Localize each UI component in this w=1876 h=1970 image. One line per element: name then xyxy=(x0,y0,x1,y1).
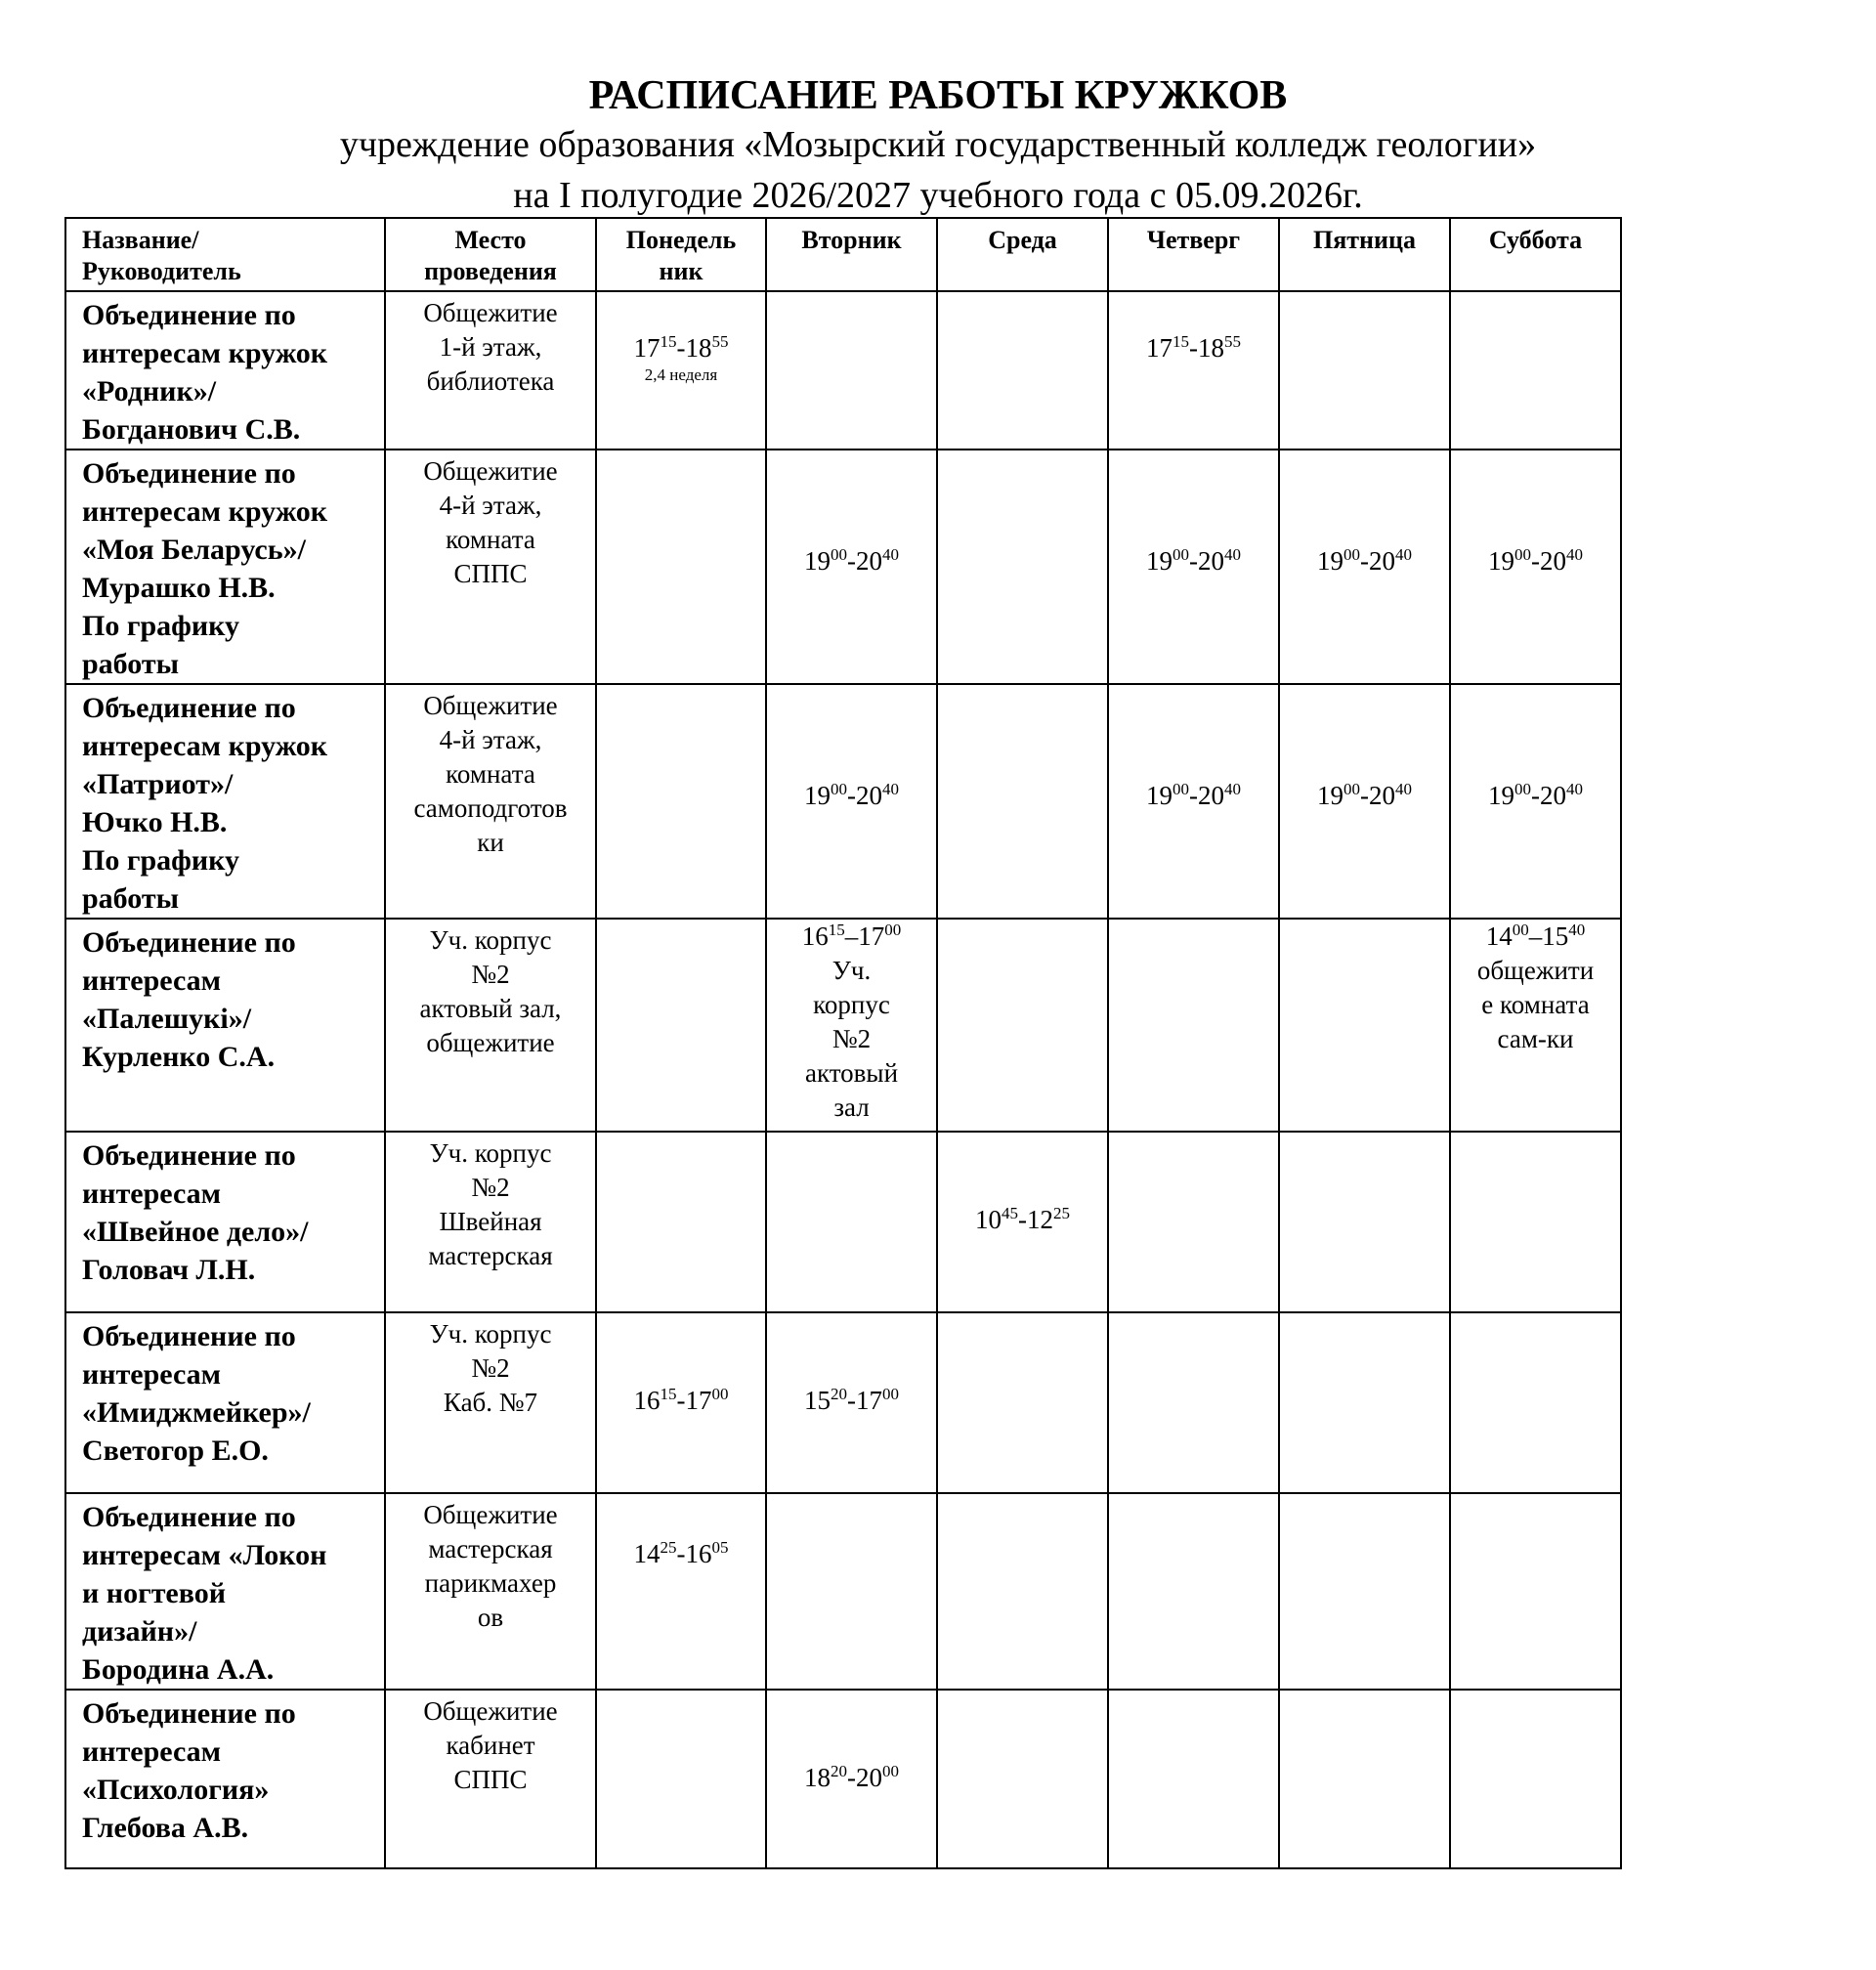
start-minute: 00 xyxy=(1512,921,1529,939)
place-cell xyxy=(385,1493,596,1690)
club-name-line: интересам xyxy=(82,1358,222,1391)
club-name-line: интересам кружок xyxy=(82,730,328,762)
header-thursday: Четверг xyxy=(1108,218,1279,291)
time-cell-fri xyxy=(1279,291,1450,450)
start-hour: 17 xyxy=(1146,333,1172,363)
schedule-body xyxy=(65,291,1621,1868)
club-name-line: интересам кружок xyxy=(82,495,328,528)
club-name-line: интересам xyxy=(82,1735,222,1768)
end-minute: 40 xyxy=(1566,780,1583,798)
club-name-line: «Моя Беларусь»/ xyxy=(82,534,306,566)
end-hour: 20 xyxy=(1540,781,1566,810)
header-monday xyxy=(596,218,766,291)
end-minute: 40 xyxy=(1224,545,1241,564)
place-line: парикмахер xyxy=(424,1568,557,1598)
end-hour: 18 xyxy=(685,333,712,363)
end-minute: 40 xyxy=(1566,545,1583,564)
place-line: мастерская xyxy=(428,1241,553,1270)
header-name-leader xyxy=(65,218,385,291)
club-name-line: Курленко С.А. xyxy=(82,1041,276,1073)
club-name-line: интересам xyxy=(82,1178,222,1210)
club-name-line: По графику xyxy=(82,610,240,642)
time-cell-tue xyxy=(766,1690,937,1868)
club-name-line: дизайн»/ xyxy=(82,1615,197,1648)
club-name-line: и ногтевой xyxy=(82,1577,227,1609)
time-cell-tue xyxy=(766,1493,937,1690)
header-line: Название/ xyxy=(82,226,199,254)
place-line: Уч. корпус xyxy=(429,1138,552,1168)
end-minute: 40 xyxy=(882,545,899,564)
time-cell-thu xyxy=(1108,1312,1279,1493)
start-hour: 19 xyxy=(804,546,831,576)
table-row xyxy=(65,1132,1621,1312)
place-cell xyxy=(385,684,596,919)
club-name-line: Головач Л.Н. xyxy=(82,1254,256,1286)
time-cell-sat xyxy=(1450,291,1621,450)
table-row xyxy=(65,684,1621,919)
document-subtitle-institution: учреждение образования «Мозырский государственный колледж геологии» xyxy=(339,124,1537,165)
place-line: СППС xyxy=(453,1765,528,1794)
place-line: ки xyxy=(477,828,504,857)
time-location-line: сам-ки xyxy=(1497,1024,1574,1053)
table-row xyxy=(65,1690,1621,1868)
end-minute: 40 xyxy=(1224,780,1241,798)
start-minute: 45 xyxy=(1002,1204,1018,1222)
time-range xyxy=(597,331,765,365)
time-separator: - xyxy=(1360,781,1369,810)
time-cell-thu xyxy=(1108,1493,1279,1690)
time-location-line: общежити xyxy=(1476,956,1595,985)
end-hour: 20 xyxy=(1369,781,1395,810)
place-line: 4-й этаж, xyxy=(439,491,542,520)
club-name-line: Объединение по xyxy=(82,1697,296,1730)
place-line: Общежитие xyxy=(423,456,558,486)
time-cell-wed xyxy=(937,450,1108,684)
end-hour: 17 xyxy=(856,1386,882,1415)
place-line: Каб. №7 xyxy=(443,1388,538,1417)
end-minute: 40 xyxy=(1395,545,1412,564)
start-hour: 14 xyxy=(633,1539,661,1568)
schedule-table xyxy=(64,217,1622,1869)
table-row xyxy=(65,291,1621,450)
header-saturday: Суббота xyxy=(1450,218,1621,291)
time-cell-thu xyxy=(1108,1690,1279,1868)
club-name-line: «Психология» xyxy=(82,1774,270,1806)
end-minute: 00 xyxy=(882,1385,899,1403)
time-location-line: актовый xyxy=(804,1058,899,1088)
end-minute: 05 xyxy=(711,1538,729,1557)
time-range xyxy=(1280,544,1449,578)
club-name-line: «Палешукі»/ xyxy=(82,1003,252,1035)
place-line: 4-й этаж, xyxy=(439,725,542,754)
time-range xyxy=(767,1384,936,1418)
end-hour: 16 xyxy=(685,1539,712,1568)
end-hour: 18 xyxy=(1198,333,1224,363)
time-range xyxy=(767,1761,936,1795)
place-cell xyxy=(385,1312,596,1493)
club-name-leader-cell xyxy=(65,1132,385,1312)
end-hour: 20 xyxy=(856,781,882,810)
place-line: №2 xyxy=(471,960,510,989)
place-line: кабинет xyxy=(446,1731,535,1760)
time-cell-tue xyxy=(766,684,937,919)
end-minute: 00 xyxy=(882,1762,899,1780)
time-cell-mon xyxy=(596,919,766,1132)
start-minute: 00 xyxy=(1172,780,1189,798)
time-note: 2,4 неделя xyxy=(644,365,718,384)
start-hour: 19 xyxy=(1488,781,1514,810)
time-cell-fri xyxy=(1279,919,1450,1132)
place-line: Общежитие xyxy=(423,1500,558,1529)
club-name-line: Ючко Н.В. xyxy=(82,806,228,838)
end-minute: 40 xyxy=(882,780,899,798)
time-cell-fri xyxy=(1279,1312,1450,1493)
time-cell-tue xyxy=(766,919,937,1132)
club-name-line: Объединение по xyxy=(82,692,296,724)
end-hour: 17 xyxy=(685,1386,712,1415)
end-minute: 25 xyxy=(1053,1204,1070,1222)
place-cell xyxy=(385,1690,596,1868)
header-tuesday: Вторник xyxy=(766,218,937,291)
time-cell-sat xyxy=(1450,919,1621,1132)
time-range xyxy=(1451,779,1620,813)
start-hour: 14 xyxy=(1485,921,1513,951)
start-hour: 19 xyxy=(1146,781,1172,810)
time-separator: - xyxy=(676,333,686,363)
header-line: проведения xyxy=(424,257,557,285)
end-hour: 20 xyxy=(1369,546,1395,576)
place-line: комната xyxy=(446,759,535,789)
time-location-line: е комната xyxy=(1481,990,1590,1019)
start-hour: 17 xyxy=(633,333,661,363)
time-range xyxy=(1109,779,1278,813)
time-cell-fri xyxy=(1279,450,1450,684)
time-cell-wed xyxy=(937,291,1108,450)
time-cell-thu xyxy=(1108,684,1279,919)
start-minute: 15 xyxy=(1172,332,1189,351)
start-minute: 00 xyxy=(1514,780,1531,798)
start-minute: 00 xyxy=(1172,545,1189,564)
time-cell-tue xyxy=(766,291,937,450)
start-minute: 20 xyxy=(831,1762,847,1780)
time-range xyxy=(767,544,936,578)
place-line: общежитие xyxy=(426,1028,555,1057)
start-hour: 19 xyxy=(804,781,831,810)
start-minute: 00 xyxy=(831,545,847,564)
start-hour: 19 xyxy=(1146,546,1172,576)
time-location-line: корпус xyxy=(813,990,890,1019)
time-separator: - xyxy=(676,1539,686,1568)
place-line: мастерская xyxy=(428,1534,553,1563)
end-hour: 15 xyxy=(1542,921,1569,951)
time-separator: – xyxy=(844,921,859,951)
time-cell-wed xyxy=(937,1312,1108,1493)
table-row xyxy=(65,450,1621,684)
club-name-line: работы xyxy=(82,648,180,680)
club-name-line: Объединение по xyxy=(82,1320,296,1352)
time-cell-wed xyxy=(937,1132,1108,1312)
place-cell xyxy=(385,919,596,1132)
club-name-leader-cell xyxy=(65,919,385,1132)
club-name-line: «Швейное дело»/ xyxy=(82,1216,309,1248)
club-name-line: Объединение по xyxy=(82,1139,296,1172)
start-minute: 15 xyxy=(660,332,677,351)
place-line: СППС xyxy=(453,559,528,588)
start-minute: 25 xyxy=(660,1538,677,1557)
start-hour: 19 xyxy=(1317,546,1343,576)
time-cell-sat xyxy=(1450,1132,1621,1312)
end-minute: 55 xyxy=(1224,332,1241,351)
time-cell-thu xyxy=(1108,450,1279,684)
time-separator: - xyxy=(1189,546,1198,576)
time-cell-thu xyxy=(1108,1132,1279,1312)
club-name-line: Объединение по xyxy=(82,457,296,490)
time-separator: - xyxy=(847,1386,856,1415)
table-header-row xyxy=(65,218,1621,291)
start-minute: 00 xyxy=(1514,545,1531,564)
time-separator: - xyxy=(1189,333,1198,363)
start-hour: 15 xyxy=(804,1386,831,1415)
time-cell-sat xyxy=(1450,1493,1621,1690)
time-cell-sat xyxy=(1450,1690,1621,1868)
header-line: Понедель xyxy=(625,226,737,254)
place-line: самоподготов xyxy=(413,793,568,823)
club-name-line: Бородина А.А. xyxy=(82,1653,275,1686)
time-cell-wed xyxy=(937,1690,1108,1868)
end-minute: 40 xyxy=(1395,780,1412,798)
place-line: 1-й этаж, xyxy=(439,332,542,362)
time-separator: - xyxy=(847,1763,856,1792)
table-row xyxy=(65,919,1621,1132)
start-hour: 10 xyxy=(975,1205,1002,1234)
time-range xyxy=(938,1203,1107,1237)
time-location-line: зал xyxy=(833,1092,870,1122)
place-line: ов xyxy=(477,1603,504,1632)
time-range xyxy=(1451,544,1620,578)
time-cell-fri xyxy=(1279,1493,1450,1690)
place-line: актовый зал, xyxy=(419,994,562,1023)
place-line: Уч. корпус xyxy=(429,925,552,955)
club-name-leader-cell xyxy=(65,684,385,919)
club-name-line: По графику xyxy=(82,844,240,877)
time-cell-sat xyxy=(1450,684,1621,919)
club-name-leader-cell xyxy=(65,291,385,450)
place-line: Уч. корпус xyxy=(429,1319,552,1349)
time-separator: - xyxy=(1531,546,1540,576)
start-minute: 15 xyxy=(828,921,845,939)
time-cell-sat xyxy=(1450,1312,1621,1493)
document-title: РАСПИСАНИЕ РАБОТЫ КРУЖКОВ xyxy=(588,73,1288,118)
time-cell-wed xyxy=(937,684,1108,919)
end-minute: 00 xyxy=(711,1385,729,1403)
end-hour: 20 xyxy=(1198,546,1224,576)
place-cell xyxy=(385,450,596,684)
time-cell-mon xyxy=(596,1312,766,1493)
club-name-line: Глебова А.В. xyxy=(82,1812,249,1844)
club-name-line: «Родник»/ xyxy=(82,375,217,407)
header-line: Место xyxy=(454,226,527,254)
document-subtitle-period: на I полугодие 2026/2027 учебного года с 05.09.2026г. xyxy=(513,175,1363,216)
start-minute: 20 xyxy=(831,1385,847,1403)
time-range xyxy=(1109,331,1278,365)
time-range xyxy=(767,920,936,954)
club-name-line: «Имиджмейкер»/ xyxy=(82,1396,311,1429)
time-cell-tue xyxy=(766,1312,937,1493)
end-minute: 00 xyxy=(884,921,902,939)
place-line: Швейная xyxy=(439,1207,542,1236)
place-cell xyxy=(385,291,596,450)
club-name-line: Богданович С.В. xyxy=(82,413,301,446)
time-separator: - xyxy=(676,1386,686,1415)
club-name-line: Объединение по xyxy=(82,926,296,959)
header-place xyxy=(385,218,596,291)
club-name-line: интересам «Локон xyxy=(82,1539,327,1571)
time-cell-tue xyxy=(766,1132,937,1312)
time-range xyxy=(1451,920,1620,954)
start-minute: 15 xyxy=(660,1385,677,1403)
time-cell-tue xyxy=(766,450,937,684)
place-line: №2 xyxy=(471,1353,510,1383)
header-friday: Пятница xyxy=(1279,218,1450,291)
time-range xyxy=(597,1384,765,1418)
place-line: Общежитие xyxy=(423,1696,558,1726)
club-name-line: «Патриот»/ xyxy=(82,768,234,800)
time-cell-mon xyxy=(596,450,766,684)
end-hour: 20 xyxy=(1540,546,1566,576)
start-minute: 00 xyxy=(1343,780,1360,798)
time-cell-mon xyxy=(596,1132,766,1312)
time-range xyxy=(1280,779,1449,813)
time-cell-mon xyxy=(596,1690,766,1868)
place-line: №2 xyxy=(471,1173,510,1202)
time-location-line: №2 xyxy=(831,1024,872,1053)
place-line: библиотека xyxy=(426,366,555,396)
start-hour: 16 xyxy=(633,1386,661,1415)
start-minute: 00 xyxy=(831,780,847,798)
place-line: Общежитие xyxy=(423,691,558,720)
time-cell-fri xyxy=(1279,1132,1450,1312)
time-cell-mon xyxy=(596,684,766,919)
header-wednesday: Среда xyxy=(937,218,1108,291)
start-hour: 19 xyxy=(1317,781,1343,810)
club-name-line: Мурашко Н.В. xyxy=(82,572,276,604)
header-line: ник xyxy=(659,257,704,285)
start-hour: 18 xyxy=(804,1763,831,1792)
place-line: комната xyxy=(446,525,535,554)
club-name-line: Светогор Е.О. xyxy=(82,1435,269,1467)
time-cell-mon xyxy=(596,1493,766,1690)
club-name-line: интересам xyxy=(82,964,222,997)
end-minute: 40 xyxy=(1568,921,1586,939)
start-hour: 19 xyxy=(1488,546,1514,576)
end-hour: 20 xyxy=(856,546,882,576)
time-cell-sat xyxy=(1450,450,1621,684)
time-cell-mon xyxy=(596,291,766,450)
time-separator: - xyxy=(1189,781,1198,810)
time-cell-fri xyxy=(1279,684,1450,919)
table-row xyxy=(65,1493,1621,1690)
time-cell-wed xyxy=(937,1493,1108,1690)
club-name-line: Объединение по xyxy=(82,299,296,331)
end-hour: 20 xyxy=(856,1763,882,1792)
club-name-leader-cell xyxy=(65,1690,385,1868)
club-name-leader-cell xyxy=(65,450,385,684)
header-line: Руководитель xyxy=(82,257,241,285)
end-hour: 12 xyxy=(1027,1205,1053,1234)
end-hour: 17 xyxy=(858,921,885,951)
place-cell xyxy=(385,1132,596,1312)
club-name-line: работы xyxy=(82,882,180,915)
time-range xyxy=(1109,544,1278,578)
start-hour: 16 xyxy=(801,921,829,951)
time-cell-fri xyxy=(1279,1690,1450,1868)
table-row xyxy=(65,1312,1621,1493)
time-location-line: Уч. xyxy=(831,956,872,985)
time-cell-wed xyxy=(937,919,1108,1132)
time-cell-thu xyxy=(1108,919,1279,1132)
time-separator: - xyxy=(847,781,856,810)
time-separator: – xyxy=(1528,921,1543,951)
time-separator: - xyxy=(1360,546,1369,576)
time-range xyxy=(597,1537,765,1571)
time-separator: - xyxy=(1018,1205,1027,1234)
club-name-line: интересам кружок xyxy=(82,337,328,369)
club-name-leader-cell xyxy=(65,1312,385,1493)
club-name-leader-cell xyxy=(65,1493,385,1690)
club-name-line: Объединение по xyxy=(82,1501,296,1533)
end-hour: 20 xyxy=(1198,781,1224,810)
time-separator: - xyxy=(847,546,856,576)
time-cell-thu xyxy=(1108,291,1279,450)
end-minute: 55 xyxy=(711,332,729,351)
time-range xyxy=(767,779,936,813)
start-minute: 00 xyxy=(1343,545,1360,564)
time-separator: - xyxy=(1531,781,1540,810)
place-line: Общежитие xyxy=(423,298,558,327)
